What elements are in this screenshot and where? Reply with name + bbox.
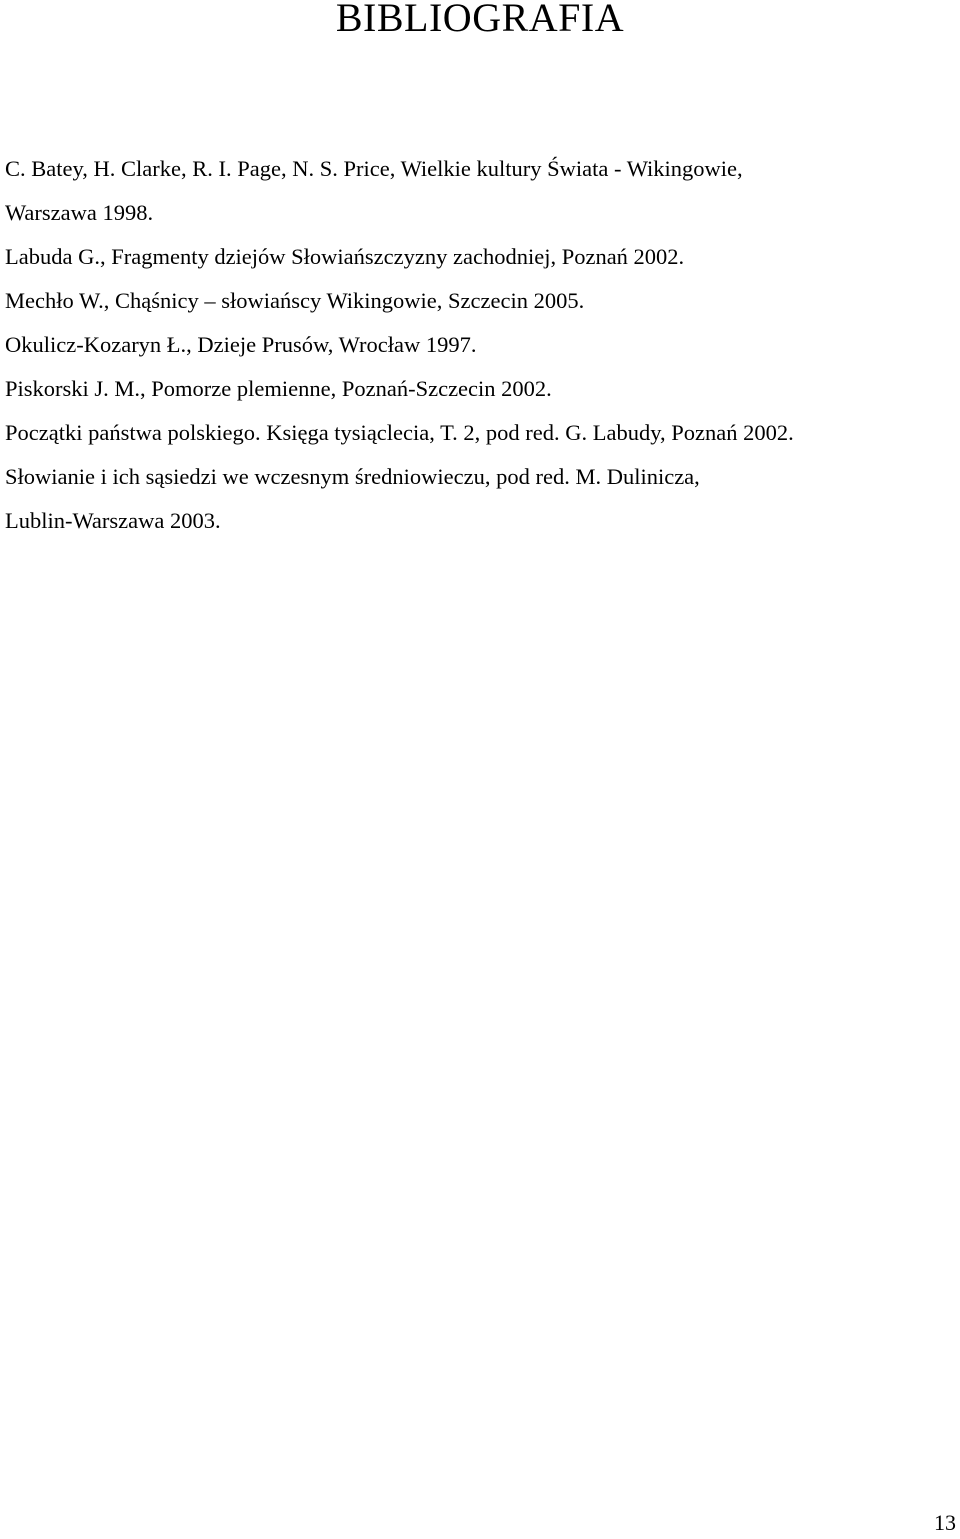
bibliography-list bbox=[5, 147, 955, 543]
bibliography-line: Słowianie i ich sąsiedzi we wczesnym średniowieczu, pod red. M. Dulinicza, bbox=[5, 464, 700, 489]
page-title: BIBLIOGRAFIA bbox=[335, 0, 625, 40]
bibliography-line: C. Batey, H. Clarke, R. I. Page, N. S. Price, Wielkie kultury Świata - Wikingowie, bbox=[5, 156, 743, 181]
bibliography-line: Labuda G., Fragmenty dziejów Słowiańszczyzny zachodniej, Poznań 2002. bbox=[5, 244, 685, 269]
bibliography-line: Okulicz-Kozaryn Ł., Dzieje Prusów, Wrocław 1997. bbox=[5, 332, 477, 357]
bibliography-line: Początki państwa polskiego. Księga tysiąclecia, T. 2, pod red. G. Labudy, Poznań 2002. bbox=[5, 420, 794, 445]
page-number: 13 bbox=[934, 1510, 956, 1535]
bibliography-line: Warszawa 1998. bbox=[5, 200, 154, 225]
bibliography-line: Lublin-Warszawa 2003. bbox=[5, 508, 221, 533]
bibliography-line: Mechło W., Chąśnicy – słowiańscy Wikingowie, Szczecin 2005. bbox=[5, 288, 585, 313]
bibliography-line: Piskorski J. M., Pomorze plemienne, Poznań-Szczecin 2002. bbox=[5, 376, 552, 401]
